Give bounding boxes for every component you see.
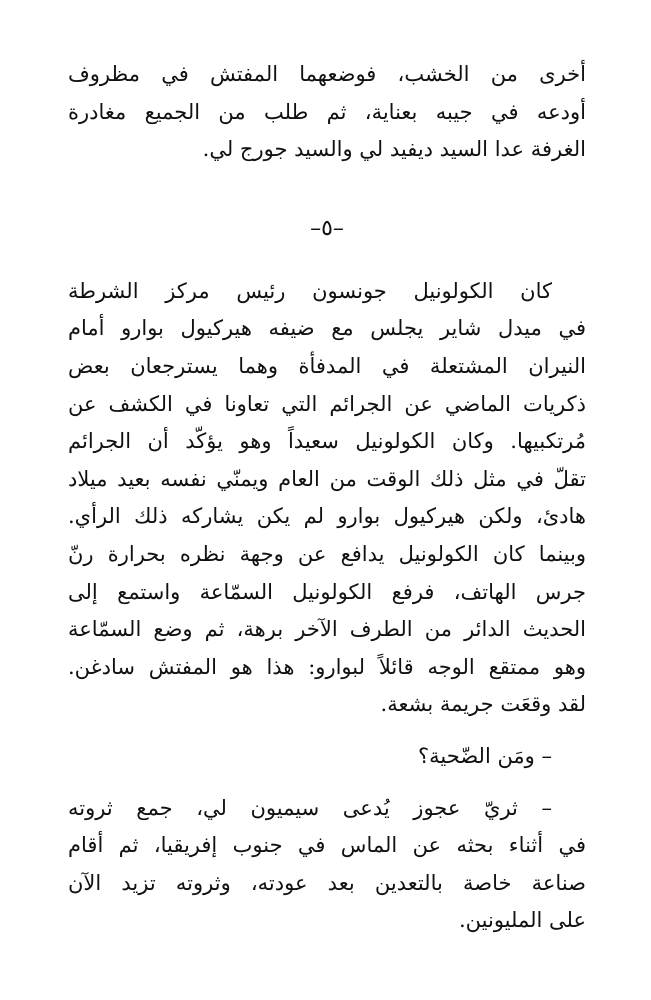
paragraph-gap [68,776,586,790]
text-line: هادئ، ولكن هيركيول بوارو لم يكن يشاركه ذلك الرأي. [68,504,586,529]
text-line: جرس الهاتف، فرفع الكولونيل السمّاعة واستمع إلى [68,579,586,604]
dialogue-question [68,738,586,776]
paragraph-3 [68,790,586,940]
book-page [68,56,586,940]
text-line: النيران المشتعلة في المدفأة وهما يسترجعان بعض [68,353,586,378]
text-line: على المليونين. [458,908,586,933]
paragraph-1 [68,56,586,169]
text-line: مُرتكبيها. وكان الكولونيل سعيداً وهو يؤكّد أن الجرائم [68,429,586,454]
text-line: وهو ممتقع الوجه قائلاً لبوارو: هذا هو المفتش سادغن. [68,654,586,679]
text-line: الحديث الدائر من الطرف الآخر برهة، ثم وضع السمّاعة [68,617,586,642]
text-line: في أثناء بحثه عن الماس في جنوب إفريقيا، ثم أقام [68,833,586,858]
text-line: وبينما كان الكولونيل يدافع عن وجهة نظره بحرارة رنّ [68,541,586,566]
text-line: أخرى من الخشب، فوضعهما المفتش في مظروف [68,62,586,86]
paragraph-gap [68,724,586,738]
text-line: أودعه في جيبه بعناية، ثم طلب من الجميع مغادرة [68,99,586,124]
text-line: – ثريّ عجوز يُدعى سيميون لي، جمع ثروته [68,795,552,820]
paragraph-2 [68,273,586,724]
text-line: كان الكولونيل جونسون رئيس مركز الشرطة [68,278,552,303]
text-line: لقد وقعَت جريمة بشعة. [380,692,586,717]
text-line: صناعة خاصة بالتعدين بعد عودته، وثروته تزيد الآن [68,870,586,895]
text-line: تقلّ في مثل ذلك الوقت من العام ويمنّي نفسه بعيد ميلاد [68,466,586,491]
text-line: – ومَن الضّحية؟ [418,743,552,768]
text-line: الغرفة عدا السيد ديفيد لي والسيد جورج لي. [202,137,586,162]
chapter-number: –٥– [310,215,344,241]
text-line: ذكريات الماضي عن الجرائم التي تعاونا في الكشف عن [68,391,586,416]
text-line: في ميدل شاير يجلس مع ضيفه هيركيول بوارو أمام [68,316,586,341]
